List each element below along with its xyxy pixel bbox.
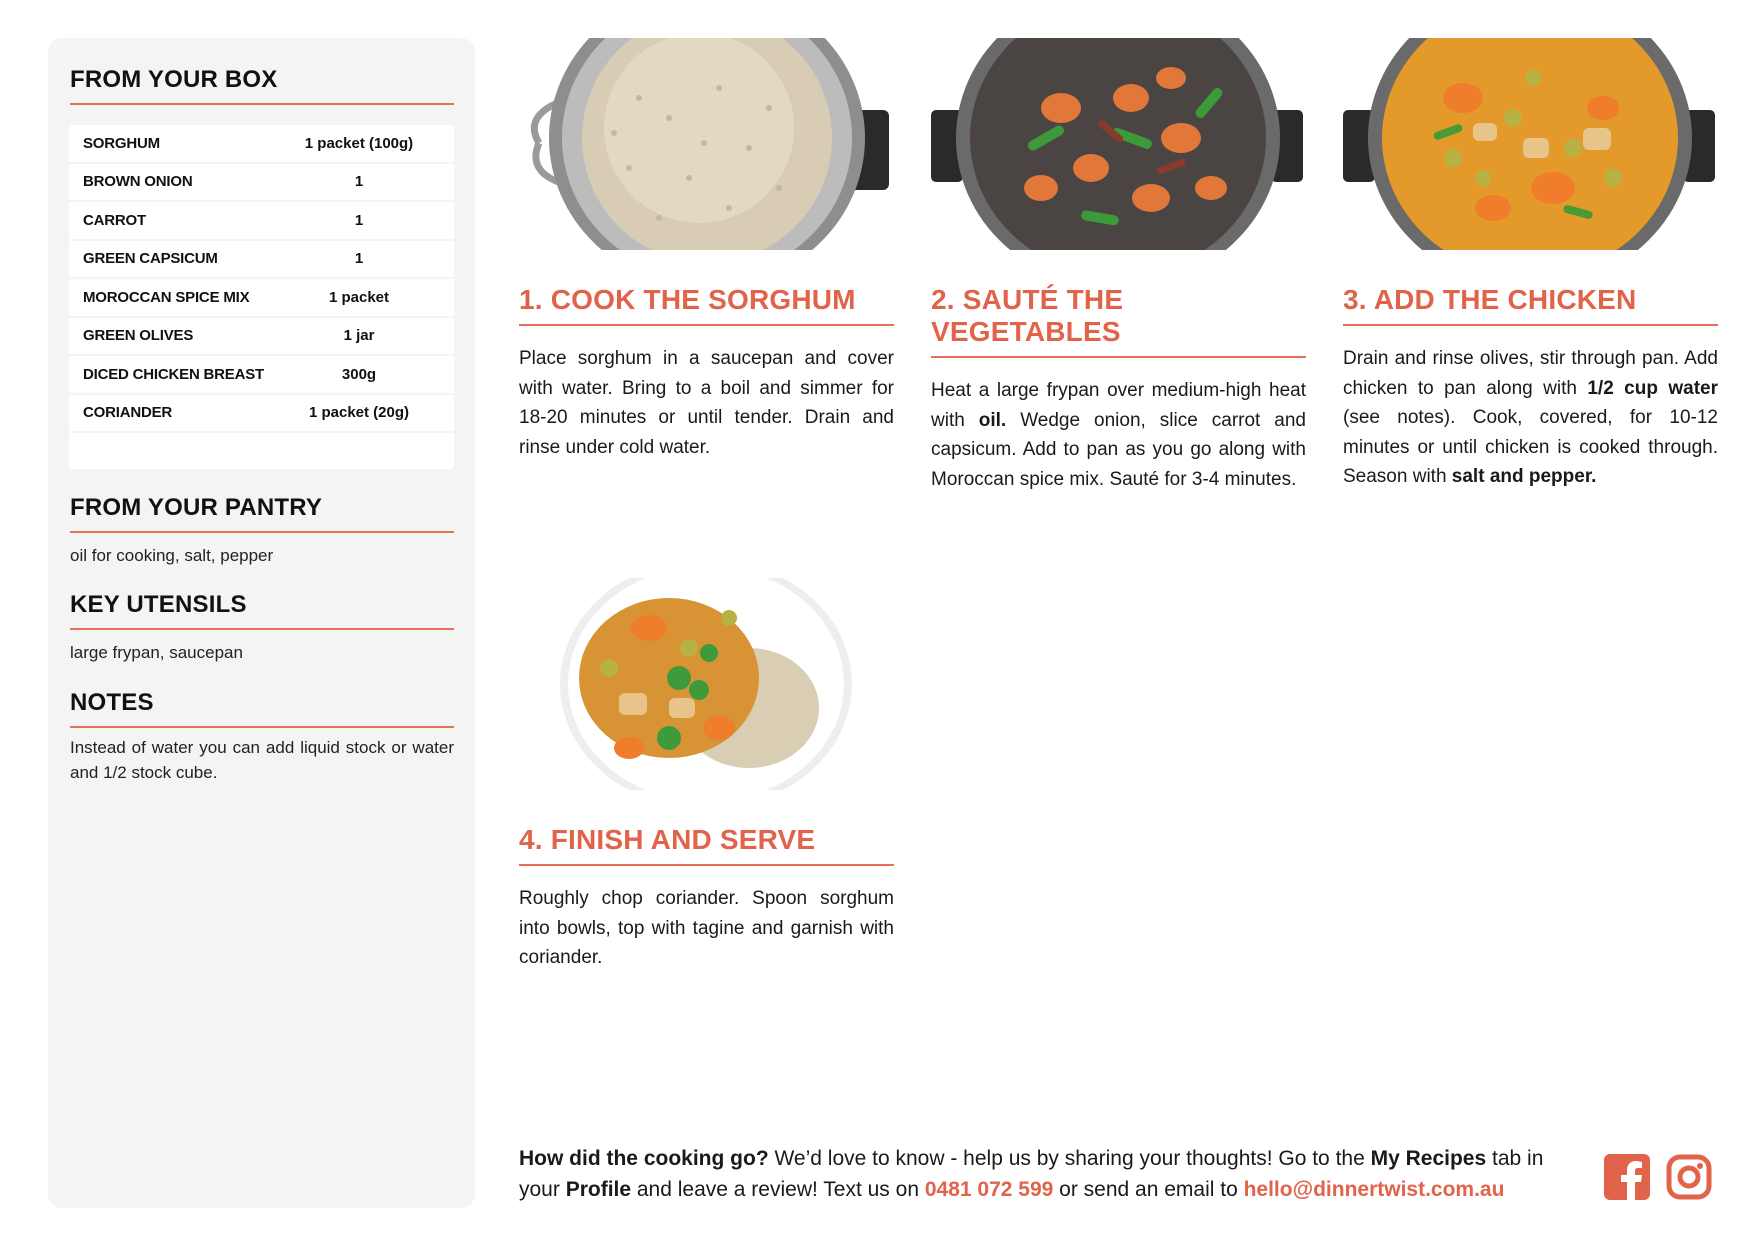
table-row: [69, 318, 454, 357]
ingredient-qty: 1 jar: [343, 327, 375, 345]
table-row: [69, 202, 454, 241]
step-text-segment: Heat a large frypan over medium-high heat with: [931, 380, 1306, 431]
footer-text: We’d love to know - help us by sharing your thoughts! Go to the: [768, 1147, 1371, 1170]
step-text-segment: Wedge onion, slice carrot and capsicum. Add to pan as you go along with Moroccan spice mix. Sauté for 3-4 minutes.: [931, 409, 1306, 490]
step-2-title: 2. SAUTÉ THE VEGETABLES: [931, 284, 1306, 358]
ingredient-name: CORIANDER: [83, 404, 173, 422]
sorghum-strainer-image: [519, 38, 894, 250]
ingredient-qty: 1 packet (20g): [308, 404, 410, 422]
footer-text: and leave a review! Text us on: [631, 1178, 925, 1201]
table-row: [69, 125, 454, 164]
footer-text: or send an email to: [1053, 1178, 1244, 1201]
step-2: [931, 38, 1306, 494]
feedback-footer: [519, 1143, 1579, 1205]
step-1-text: [519, 344, 894, 462]
phone-link[interactable]: 0481 072 599: [924, 1178, 1054, 1201]
step-1: [519, 38, 894, 462]
vegetables-pan-image: [931, 38, 1306, 250]
ingredient-name: GREEN CAPSICUM: [83, 250, 218, 268]
ingredients-sidebar: [48, 38, 475, 1208]
ingredient-name: BROWN ONION: [83, 173, 193, 191]
facebook-icon[interactable]: [1604, 1154, 1650, 1200]
ingredient-name: CARROT: [83, 211, 146, 229]
chicken-pan-image: [1343, 38, 1718, 250]
ingredient-name: GREEN OLIVES: [83, 327, 194, 345]
step-text-bold: 1/2 cup water: [1587, 377, 1719, 399]
ingredient-qty: 1: [354, 250, 364, 268]
box-section-title: FROM YOUR BOX: [70, 66, 454, 105]
ingredient-name: DICED CHICKEN BREAST: [83, 365, 265, 383]
ingredient-qty: 300g: [341, 365, 377, 383]
step-text-bold: salt and pepper.: [1451, 466, 1597, 487]
notes-text: Instead of water you can add liquid stock or water and 1/2 stock cube.: [70, 738, 454, 782]
footer-text: tab in your: [519, 1147, 1544, 1201]
table-row: [69, 164, 454, 203]
ingredient-qty: 1: [354, 173, 364, 191]
box-ingredients-table: [69, 125, 454, 469]
instagram-icon[interactable]: [1666, 1154, 1712, 1200]
footer-question: How did the cooking go?: [519, 1147, 769, 1170]
notes-section-title: NOTES: [70, 689, 454, 728]
step-text-segment: (see notes). Cook, covered, for 10-12 minutes or until chicken is cooked through. Season with: [1343, 407, 1718, 487]
step-4-text: [519, 884, 894, 973]
step-2-text: [931, 376, 1306, 494]
my-recipes-link[interactable]: My Recipes: [1370, 1147, 1487, 1170]
step-1-title: 1. COOK THE SORGHUM: [519, 284, 894, 326]
table-row: [69, 356, 454, 395]
step-3-text: [1343, 344, 1718, 492]
step-text-bold: oil.: [978, 409, 1007, 431]
utensils-section-title: KEY UTENSILS: [70, 591, 454, 630]
ingredient-qty: 1 packet: [328, 288, 390, 306]
pantry-text: oil for cooking, salt, pepper: [70, 546, 274, 565]
utensils-text: large frypan, saucepan: [70, 643, 243, 662]
ingredient-qty: 1: [354, 211, 364, 229]
profile-link[interactable]: Profile: [565, 1178, 632, 1201]
ingredient-name: MOROCCAN SPICE MIX: [83, 288, 250, 306]
step-text-segment: Roughly chop coriander. Spoon sorghum into bowls, top with tagine and garnish with coriander.: [519, 888, 894, 968]
step-4: [519, 578, 894, 973]
table-row: [69, 241, 454, 280]
pantry-section-title: FROM YOUR PANTRY: [70, 494, 454, 533]
finished-bowl-image: [519, 578, 894, 790]
step-text-segment: Drain and rinse olives, stir through pan. Add chicken to pan along with: [1343, 348, 1718, 399]
table-row: [69, 395, 454, 434]
step-text-segment: Place sorghum in a saucepan and cover with water. Bring to a boil and simmer for 18-20 minutes or until tender. Drain and rinse under cold water.: [519, 348, 894, 458]
step-3-title: 3. ADD THE CHICKEN: [1343, 284, 1718, 326]
ingredient-name: SORGHUM: [83, 134, 160, 152]
email-link[interactable]: hello@dinnertwist.com.au: [1243, 1178, 1505, 1201]
table-row: [69, 279, 454, 318]
ingredient-qty: 1 packet (100g): [304, 134, 414, 152]
step-4-title: 4. FINISH AND SERVE: [519, 824, 894, 866]
step-3: [1343, 38, 1718, 492]
